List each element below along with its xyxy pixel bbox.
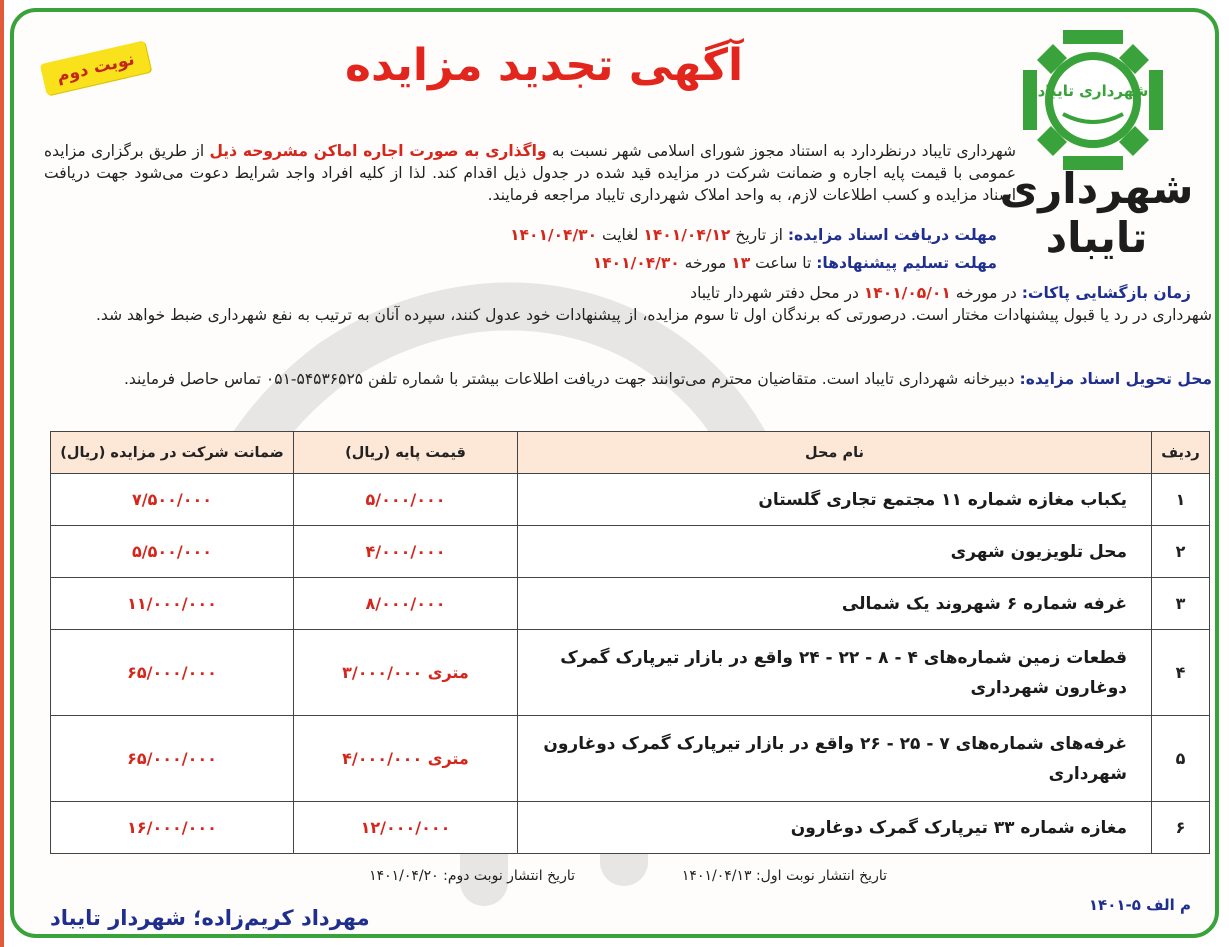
logo-wordmark: شهرداری تایباد (999, 164, 1194, 262)
opening-label: زمان بازگشایی پاکات: (1021, 284, 1191, 302)
notice-code: م الف ۵-۱۴۰۱ (1088, 896, 1191, 914)
offers-deadline-text1: تا ساعت (750, 254, 817, 272)
row-number: ۱ (1152, 474, 1210, 526)
guarantee-amount: ۱۶/۰۰۰/۰۰۰ (51, 802, 294, 854)
guarantee-amount: ۶۵/۰۰۰/۰۰۰ (51, 716, 294, 802)
header-price: قیمت پایه (ریال) (294, 432, 518, 474)
base-price: متری ۴/۰۰۰/۰۰۰ (294, 716, 518, 802)
guarantee-amount: ۶۵/۰۰۰/۰۰۰ (51, 630, 294, 716)
row-number: ۵ (1152, 716, 1210, 802)
docs-deadline-start: ۱۴۰۱/۰۴/۱۲ (643, 226, 731, 244)
delivery-paragraph (44, 368, 1212, 390)
opening-date: ۱۴۰۱/۰۵/۰۱ (863, 284, 951, 302)
table-row (51, 578, 1210, 630)
second-round-badge: نوبت دوم (40, 40, 152, 95)
signature: مهرداد کریم‌زاده؛ شهردار تایباد (50, 906, 370, 930)
table-row (51, 474, 1210, 526)
intro-part1: شهرداری تایباد درنظردارد به استناد مجوز شورای اسلامی شهر نسبت به (546, 142, 1017, 160)
place-name: قطعات زمین شماره‌های ۴ - ۸ - ۲۲ - ۲۴ واقع در بازار تیرپارک گمرک دوغارون شهرداری (518, 630, 1152, 716)
opening-text1: در مورخه (950, 284, 1022, 302)
docs-deadline-end: ۱۴۰۱/۰۴/۳۰ (510, 226, 598, 244)
guarantee-amount: ۷/۵۰۰/۰۰۰ (51, 474, 294, 526)
offers-deadline (593, 252, 997, 274)
base-price: متری ۳/۰۰۰/۰۰۰ (294, 630, 518, 716)
table-row (51, 526, 1210, 578)
intro-paragraph (44, 140, 1016, 206)
emblem-icon (1023, 30, 1163, 170)
intro-highlight: واگذاری به صورت اجاره اماکن مشروحه ذیل (209, 142, 547, 160)
offers-deadline-label: مهلت تسلیم پیشنهادها: (816, 254, 997, 272)
base-price: ۴/۰۰۰/۰۰۰ (294, 526, 518, 578)
docs-deadline-label: مهلت دریافت اسناد مزایده: (787, 226, 997, 244)
table-row (51, 716, 1210, 802)
rules-paragraph: شهرداری در رد یا قبول پیشنهادات مختار است. درصورتی که برندگان اول تا سوم مزایده، از پیشنهادات خود عدول کنند، سپرده آنان به ترتیب به نفع شهرداری ضبط خواهد شد. (96, 306, 1212, 324)
row-number: ۶ (1152, 802, 1210, 854)
emblem-text: شهرداری تایباد (1037, 82, 1149, 100)
header-place: نام محل (518, 432, 1152, 474)
left-edge-strip (0, 0, 4, 947)
docs-deadline-text1: از تاریخ (730, 226, 788, 244)
place-name: غرفه شماره ۶ شهروند یک شمالی (518, 578, 1152, 630)
base-price: ۸/۰۰۰/۰۰۰ (294, 578, 518, 630)
place-name: یکباب مغازه شماره ۱۱ مجتمع تجاری گلستان (518, 474, 1152, 526)
row-number: ۳ (1152, 578, 1210, 630)
docs-deadline-text2: لغایت (597, 226, 644, 244)
header-rownum: ردیف (1152, 432, 1210, 474)
place-name: مغازه شماره ۳۳ تیرپارک گمرک دوغارون (518, 802, 1152, 854)
opening-time (690, 282, 1191, 304)
offers-deadline-hour: ۱۳ (731, 254, 751, 272)
offers-deadline-text2: مورخه (679, 254, 732, 272)
opening-text2: در محل دفتر شهردار تایباد (690, 284, 864, 302)
docs-deadline (510, 224, 997, 246)
second-publication-date: تاریخ انتشار نوبت دوم: ۱۴۰۱/۰۴/۲۰ (369, 868, 575, 884)
page-title: آگهی تجدید مزایده (344, 40, 744, 91)
first-publication-date: تاریخ انتشار نوبت اول: ۱۴۰۱/۰۴/۱۳ (681, 868, 887, 884)
offers-deadline-date: ۱۴۰۱/۰۴/۳۰ (592, 254, 680, 272)
auction-table (50, 431, 1210, 854)
municipality-logo (994, 24, 1199, 262)
table-row (51, 802, 1210, 854)
base-price: ۵/۰۰۰/۰۰۰ (294, 474, 518, 526)
row-number: ۲ (1152, 526, 1210, 578)
row-number: ۴ (1152, 630, 1210, 716)
header-guarantee: ضمانت شرکت در مزایده (ریال) (51, 432, 294, 474)
notice-frame (10, 8, 1219, 938)
delivery-text: دبیرخانه شهرداری تایباد است. متقاضیان محترم می‌توانند جهت دریافت اطلاعات بیشتر با شماره تلفن ۵۴۵۳۶۵۲۵-۰۵۱ تماس حاصل فرمایند. (123, 370, 1020, 388)
place-name: غرفه‌های شماره‌های ۷ - ۲۵ - ۲۶ واقع در بازار تیرپارک گمرک دوغارون شهرداری (518, 716, 1152, 802)
delivery-label: محل تحویل اسناد مزایده: (1019, 370, 1212, 388)
table-row (51, 630, 1210, 716)
table-header-row (51, 432, 1210, 474)
intro-part2: از طریق برگزاری مزایده عمومی با قیمت پایه اجاره و ضمانت شرکت در مزایده قید شده در جدول ذیل اقدام کند. لذا از کلیه افراد واجد شرایط دعوت می‌شود جهت دریافت اسناد مزایده و کسب اطلاعات لازم، به واحد املاک شهرداری تایباد مراجعه فرمایند. (44, 142, 1016, 204)
base-price: ۱۲/۰۰۰/۰۰۰ (294, 802, 518, 854)
guarantee-amount: ۵/۵۰۰/۰۰۰ (51, 526, 294, 578)
place-name: محل تلویزیون شهری (518, 526, 1152, 578)
guarantee-amount: ۱۱/۰۰۰/۰۰۰ (51, 578, 294, 630)
